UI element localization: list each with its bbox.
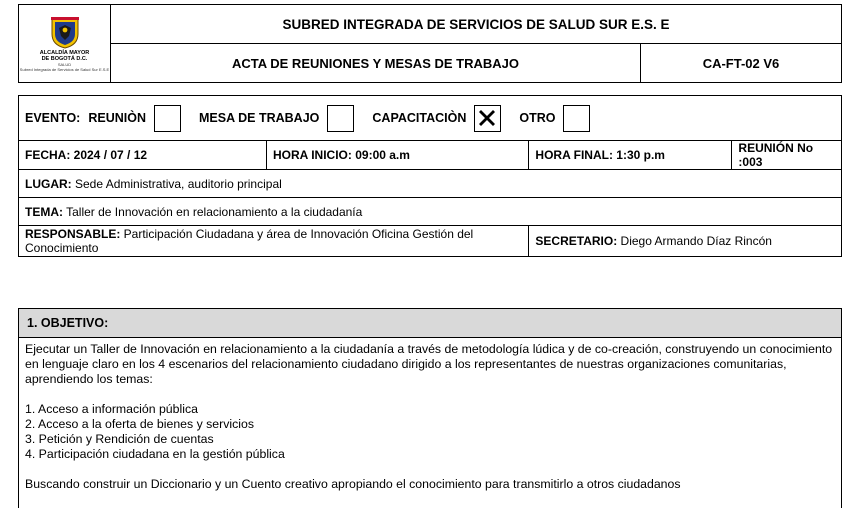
secretario-value: Diego Armando Díaz Rincón: [617, 234, 772, 248]
document-code: CA-FT-02 V6: [641, 44, 842, 83]
logo-text-line3: SALUD: [57, 61, 72, 67]
coat-of-arms-icon: [48, 16, 82, 50]
event-option-otro-label: OTRO: [519, 111, 556, 125]
hora-final-field: HORA FINAL: 1:30 p.m: [529, 141, 732, 170]
document-header: [18, 4, 842, 83]
objective-item: 2. Acceso a la oferta de bienes y servicios: [25, 417, 254, 431]
x-mark-icon: [477, 108, 497, 128]
fecha-field: FECHA: 2024 / 07 / 12: [19, 141, 267, 170]
organization-name: SUBRED INTEGRADA DE SERVICIOS DE SALUD SUR E.S. E: [111, 5, 842, 44]
objective-body: [19, 338, 841, 496]
logo-text-line1: ALCALDÍA MAYOR: [39, 49, 90, 56]
objective-item: 3. Petición y Rendición de cuentas: [25, 432, 214, 446]
event-label: EVENTO:: [25, 111, 81, 125]
lugar-label: LUGAR:: [25, 176, 72, 191]
secretario-label: SECRETARIO:: [535, 234, 618, 248]
event-option-reunion-label: REUNIÒN: [88, 111, 146, 125]
objective-item: 4. Participación ciudadana en la gestión pública: [25, 447, 285, 461]
responsable-label: RESPONSABLE:: [25, 227, 121, 241]
event-checkbox-reunion[interactable]: [154, 105, 181, 132]
bogota-logo: [19, 6, 110, 82]
tema-field: [19, 198, 842, 226]
event-row: [19, 96, 842, 141]
document-title: ACTA DE REUNIONES Y MESAS DE TRABAJO: [111, 44, 641, 83]
event-checkbox-otro[interactable]: [563, 105, 590, 132]
event-option-mesa-label: MESA DE TRABAJO: [199, 111, 320, 125]
logo-text-line4: Subred Integrada de Servicios de Salud Sur E.S.E: [19, 66, 110, 72]
hora-inicio-field: HORA INICIO: 09:00 a.m: [267, 141, 529, 170]
reunion-number-field: REUNIÓN No :003: [732, 141, 842, 170]
lugar-value: Sede Administrativa, auditorio principal: [71, 176, 282, 191]
event-option-capacitacion-label: CAPACITACIÒN: [372, 111, 467, 125]
event-checkbox-capacitacion[interactable]: [474, 105, 501, 132]
tema-value: Taller de Innovación en relacionamiento a la ciudadanía: [63, 204, 363, 219]
objective-heading: 1. OBJETIVO:: [19, 309, 841, 338]
secretario-field: [529, 226, 842, 257]
meeting-info-table: [18, 95, 842, 257]
event-checkbox-mesa[interactable]: [327, 105, 354, 132]
lugar-field: [19, 170, 842, 198]
objective-item: 1. Acceso a información pública: [25, 402, 198, 416]
logo-text-line2: DE BOGOTÁ D.C.: [41, 55, 88, 62]
responsable-field: [19, 226, 529, 257]
objective-intro: Ejecutar un Taller de Innovación en relacionamiento a la ciudadanía a través de metodología lúdica y de co-creación, construyendo un conocimiento en lenguaje claro en los 4 escenarios del relacionamiento ciudadano dirigido a los representantes de nuestras organizaciones comunitarias, aprendiendo los temas:: [25, 342, 833, 386]
tema-label: TEMA:: [25, 204, 63, 219]
logo-cell: [19, 5, 111, 83]
objective-section: [18, 308, 842, 508]
responsable-value: Participación Ciudadana y área de Innovación Oficina Gestión del Conocimiento: [25, 227, 474, 255]
objective-closing: Buscando construir un Diccionario y un Cuento creativo apropiando el conocimiento para transmitirlo a otros ciudadanos: [25, 477, 681, 491]
